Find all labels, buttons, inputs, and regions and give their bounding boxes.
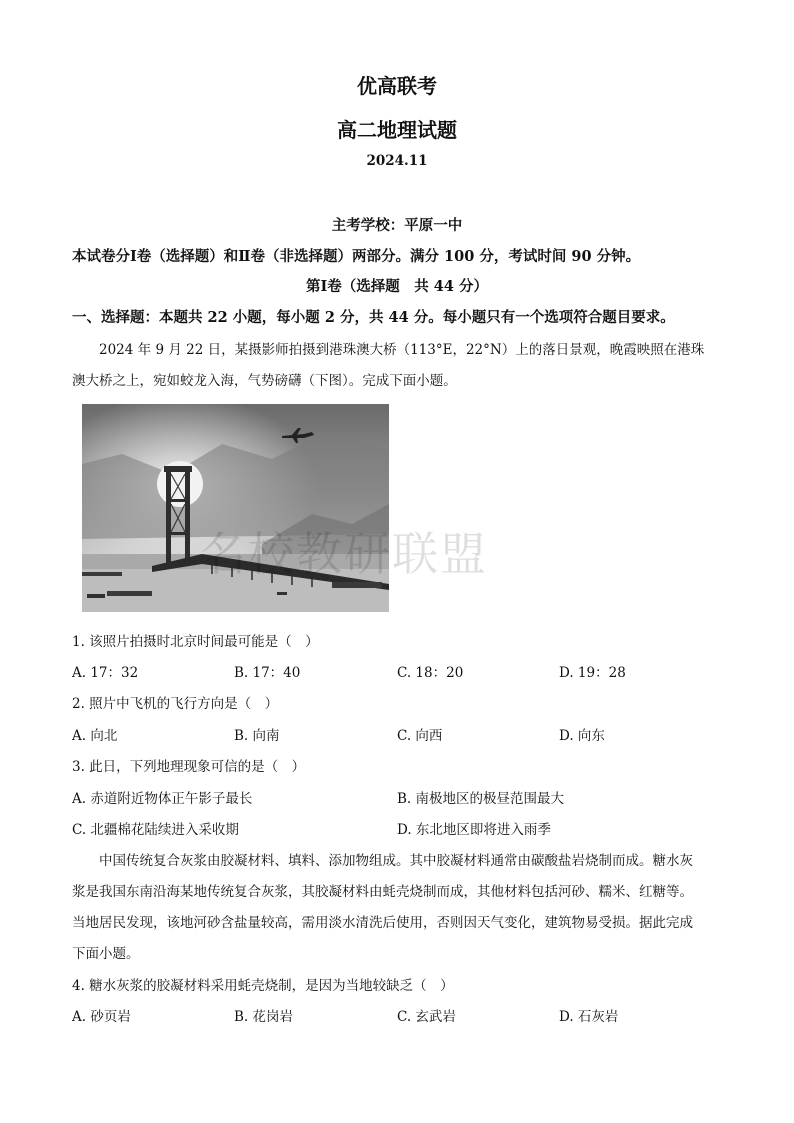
passage2-line2: 浆是我国东南沿海某地传统复合灰浆，其胶凝材料由蚝壳烧制而成，其他材料包括河砂、糯米、红糖等。: [72, 884, 693, 900]
passage2-line4: 下面小题。: [72, 946, 140, 962]
q1-option-a[interactable]: A. 17：32: [72, 665, 139, 681]
q1-option-c[interactable]: C. 18：20: [397, 665, 464, 681]
question-1-stem: 1. 该照片拍摄时北京时间最可能是（ ）: [72, 634, 319, 650]
q3-option-a[interactable]: A. 赤道附近物体正午影子最长: [72, 791, 253, 807]
passage2-line3: 当地居民发现，该地河砂含盐量较高，需用淡水清洗后使用，否则因天气变化，建筑物易受损。据此完成: [72, 915, 693, 931]
q3-option-b[interactable]: B. 南极地区的极昼范围最大: [397, 791, 565, 807]
section-heading: 一、选择题：本题共 22 小题，每小题 2 分，共 44 分。每小题只有一个选项符合题目要求。: [72, 309, 675, 326]
q4-option-d[interactable]: D. 石灰岩: [559, 1009, 619, 1025]
question-2-stem: 2. 照片中飞机的飞行方向是（ ）: [72, 696, 279, 712]
q1-option-d[interactable]: D. 19：28: [559, 665, 626, 681]
q3-option-c[interactable]: C. 北疆棉花陆续进入采收期: [72, 822, 239, 838]
q2-option-b[interactable]: B. 向南: [234, 728, 280, 744]
q2-option-d[interactable]: D. 向东: [559, 728, 605, 744]
q4-option-c[interactable]: C. 玄武岩: [397, 1009, 456, 1025]
passage1-line2: 澳大桥之上，宛如蛟龙入海，气势磅礴（下图）。完成下面小题。: [72, 373, 457, 389]
question-4-stem: 4. 糖水灰浆的胶凝材料采用蚝壳烧制，是因为当地较缺乏（ ）: [72, 978, 454, 994]
passage2-line1: 中国传统复合灰浆由胶凝材料、填料、添加物组成。其中胶凝材料通常由碳酸盐岩烧制而成。糖水灰: [99, 853, 693, 869]
q3-option-d[interactable]: D. 东北地区即将进入雨季: [397, 822, 551, 838]
q1-option-b[interactable]: B. 17：40: [234, 665, 301, 681]
host-school: 主考学校：平原一中: [331, 217, 463, 234]
exam-name: 优高联考: [357, 74, 437, 98]
passage1-line1: 2024 年 9 月 22 日，某摄影师拍摄到港珠澳大桥（113°E，22°N）上的落日景观，晚霞映照在港珠: [99, 342, 705, 358]
question-3-stem: 3. 此日，下列地理现象可信的是（ ）: [72, 759, 306, 775]
exam-date: 2024.11: [366, 153, 428, 169]
q4-option-a[interactable]: A. 砂页岩: [72, 1009, 131, 1025]
q4-option-b[interactable]: B. 花岗岩: [234, 1009, 294, 1025]
subject-title: 高二地理试题: [337, 118, 457, 142]
instructions: 本试卷分Ⅰ卷（选择题）和Ⅱ卷（非选择题）两部分。满分 100 分，考试时间 90 分钟。: [72, 248, 641, 265]
part-title: 第Ⅰ卷（选择题 共 44 分）: [305, 278, 489, 295]
q2-option-c[interactable]: C. 向西: [397, 728, 443, 744]
q2-option-a[interactable]: A. 向北: [72, 728, 118, 744]
watermark: 名校教研联盟: [200, 527, 488, 581]
